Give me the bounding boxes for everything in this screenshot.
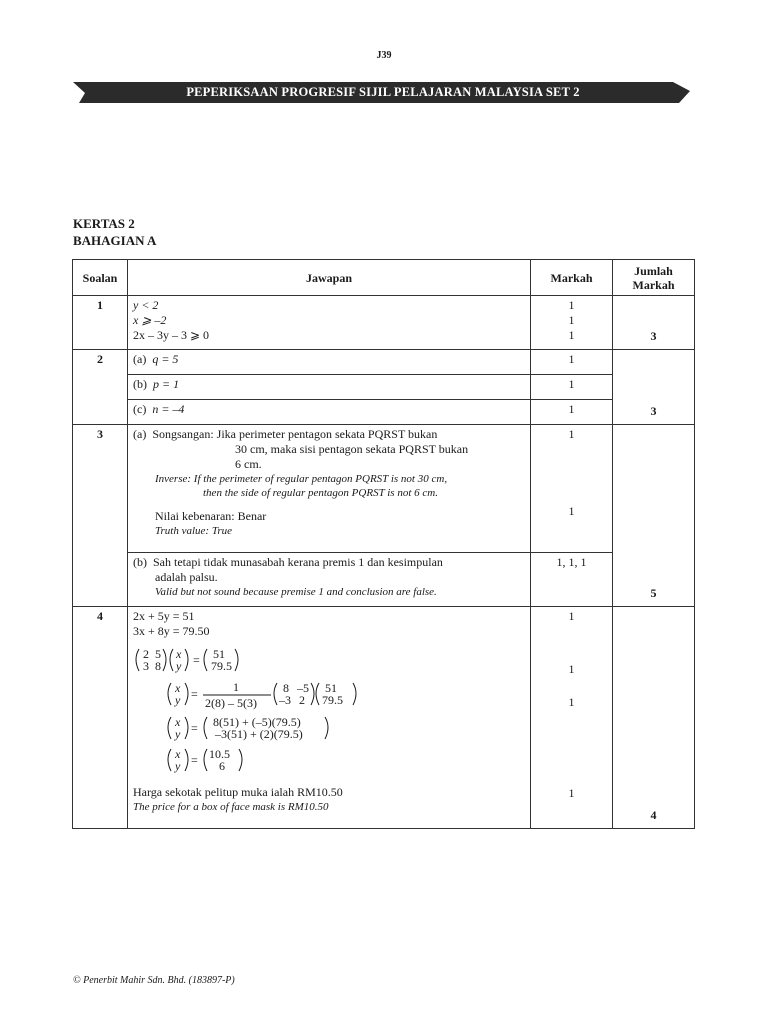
answer-cell [128, 375, 531, 400]
table-header-row [73, 260, 695, 296]
matrix-entry: –3 [279, 693, 291, 707]
answer-line: Harga sekotak pelitup muka ialah RM10.50 [133, 785, 343, 799]
question-number: 1 [73, 296, 128, 350]
matrix-entry: 79.5 [211, 659, 232, 673]
answer-line: 2x + 5y = 51 [133, 609, 195, 623]
table-row [73, 425, 695, 553]
section-label: BAHAGIAN A [73, 233, 157, 248]
equals-sign: = [193, 653, 200, 667]
answer-line: 6 cm. [235, 457, 262, 471]
matrix-entry: 10.5 [209, 747, 230, 761]
matrix-entry: –3(51) + (2)(79.5) [215, 727, 303, 741]
translation-line: Inverse: If the perimeter of regular pentagon PQRST is not 30 cm, [155, 473, 448, 485]
answer-line: y < 2 [133, 298, 159, 312]
part-label: (a) [133, 352, 147, 366]
answer-text: p = 1 [153, 377, 180, 391]
question-number: 4 [73, 607, 128, 829]
answer-line: 3x + 8y = 79.50 [133, 624, 210, 638]
matrix-entry: 51 [325, 681, 337, 695]
fraction-denominator: 2(8) – 5(3) [205, 696, 257, 710]
matrix-entry: 8 [155, 659, 161, 673]
marking-scheme-table [72, 259, 695, 829]
mark: 1 [568, 662, 575, 676]
translation-line: The price for a box of face mask is RM10.50 [133, 801, 329, 813]
matrix-entry: 6 [219, 759, 225, 773]
equals-sign: = [191, 753, 198, 767]
part-label: (b) [133, 555, 147, 569]
part-label: (c) [133, 402, 147, 416]
answer-text: q = 5 [152, 352, 179, 366]
mark: 1 [531, 350, 613, 375]
matrix-entry: x [175, 747, 181, 761]
header-marks: Markah [531, 260, 613, 296]
paper-label: KERTAS 2 [73, 216, 135, 231]
answer-line: adalah palsu. [155, 570, 218, 584]
mark: 1 [568, 504, 575, 518]
answer-line: 30 cm, maka sisi pentagon sekata PQRST bukan [235, 442, 469, 456]
marks-cell [531, 607, 613, 829]
answer-cell [128, 350, 531, 375]
publisher-footer: © Penerbit Mahir Sdn. Bhd. (183897-P) [73, 975, 235, 986]
page-code: J39 [376, 50, 392, 61]
matrix-entry: 2 [143, 647, 149, 661]
matrix-entry: y [175, 693, 181, 707]
mark: 1 [568, 786, 575, 800]
total-cell: 3 [613, 350, 695, 425]
header-answer: Jawapan [128, 260, 531, 296]
answer-line: x ⩾ –2 [133, 313, 167, 327]
mark: 1, 1, 1 [531, 553, 613, 607]
mark: 1 [531, 400, 613, 425]
matrix-entry: 51 [213, 647, 225, 661]
matrix-entry: 79.5 [322, 693, 343, 707]
table-row [73, 607, 695, 829]
mark: 1 [568, 695, 575, 709]
translation-line: Truth value: True [155, 525, 233, 537]
matrix-entry: y [175, 759, 181, 773]
answer-cell [128, 425, 531, 553]
matrix-entry: x [176, 647, 182, 661]
table-row [73, 400, 695, 425]
matrix-entry: x [175, 681, 181, 695]
mark: 1 [568, 313, 575, 327]
table-row [73, 553, 695, 607]
mark: 1 [568, 427, 575, 441]
table-row [73, 375, 695, 400]
answer-text: Songsangan: Jika perimeter pentagon sekata PQRST bukan [152, 427, 438, 441]
matrix-entry: y [175, 727, 181, 741]
question-number: 2 [73, 350, 128, 425]
answer-cell [128, 400, 531, 425]
matrix-entry: 5 [155, 647, 161, 661]
matrix-entry: 8 [283, 681, 289, 695]
answer-cell [128, 553, 531, 607]
banner-title: PEPERIKSAAN PROGRESIF SIJIL PELAJARAN MALAYSIA SET 2 [186, 85, 580, 99]
equals-sign: = [191, 721, 198, 735]
part-label: (b) [133, 377, 147, 391]
matrix-working [133, 639, 525, 799]
answer-line [133, 427, 525, 442]
part-label: (a) [133, 427, 147, 441]
mark: 1 [568, 328, 575, 342]
matrix-entry: 2 [299, 693, 305, 707]
answer-text: n = –4 [152, 402, 185, 416]
table-row [73, 296, 695, 350]
translation-line: Valid but not sound because premise 1 and conclusion are false. [155, 586, 437, 598]
answer-text: Sah tetapi tidak munasabah kerana premis 1 dan kesimpulan [153, 555, 443, 569]
total-cell: 5 [613, 425, 695, 607]
matrix-entry: 8(51) + (–5)(79.5) [213, 715, 301, 729]
matrix-equations [133, 639, 523, 799]
matrix-entry: y [176, 659, 182, 673]
matrix-entry: 3 [143, 659, 149, 673]
answer-cell [128, 296, 531, 350]
matrix-entry: –5 [297, 681, 309, 695]
total-cell: 3 [613, 296, 695, 350]
matrix-entry: x [175, 715, 181, 729]
translation-line: then the side of regular pentagon PQRST is not 6 cm. [203, 487, 438, 499]
header-question: Soalan [73, 260, 128, 296]
answer-line [133, 555, 525, 570]
answer-line: 2x – 3y – 3 ⩾ 0 [133, 328, 210, 342]
mark: 1 [531, 375, 613, 400]
mark: 1 [568, 298, 575, 312]
header-total: Jumlah Markah [613, 260, 695, 296]
answer-cell [128, 607, 531, 829]
question-number: 3 [73, 425, 128, 607]
table-row [73, 350, 695, 375]
title-banner [73, 81, 693, 105]
marks-cell [531, 425, 613, 553]
marks-cell [531, 296, 613, 350]
total-cell: 4 [613, 607, 695, 829]
answer-line: Nilai kebenaran: Benar [155, 509, 267, 523]
equals-sign: = [191, 687, 198, 701]
fraction-numerator: 1 [233, 680, 239, 694]
mark: 1 [568, 609, 575, 623]
